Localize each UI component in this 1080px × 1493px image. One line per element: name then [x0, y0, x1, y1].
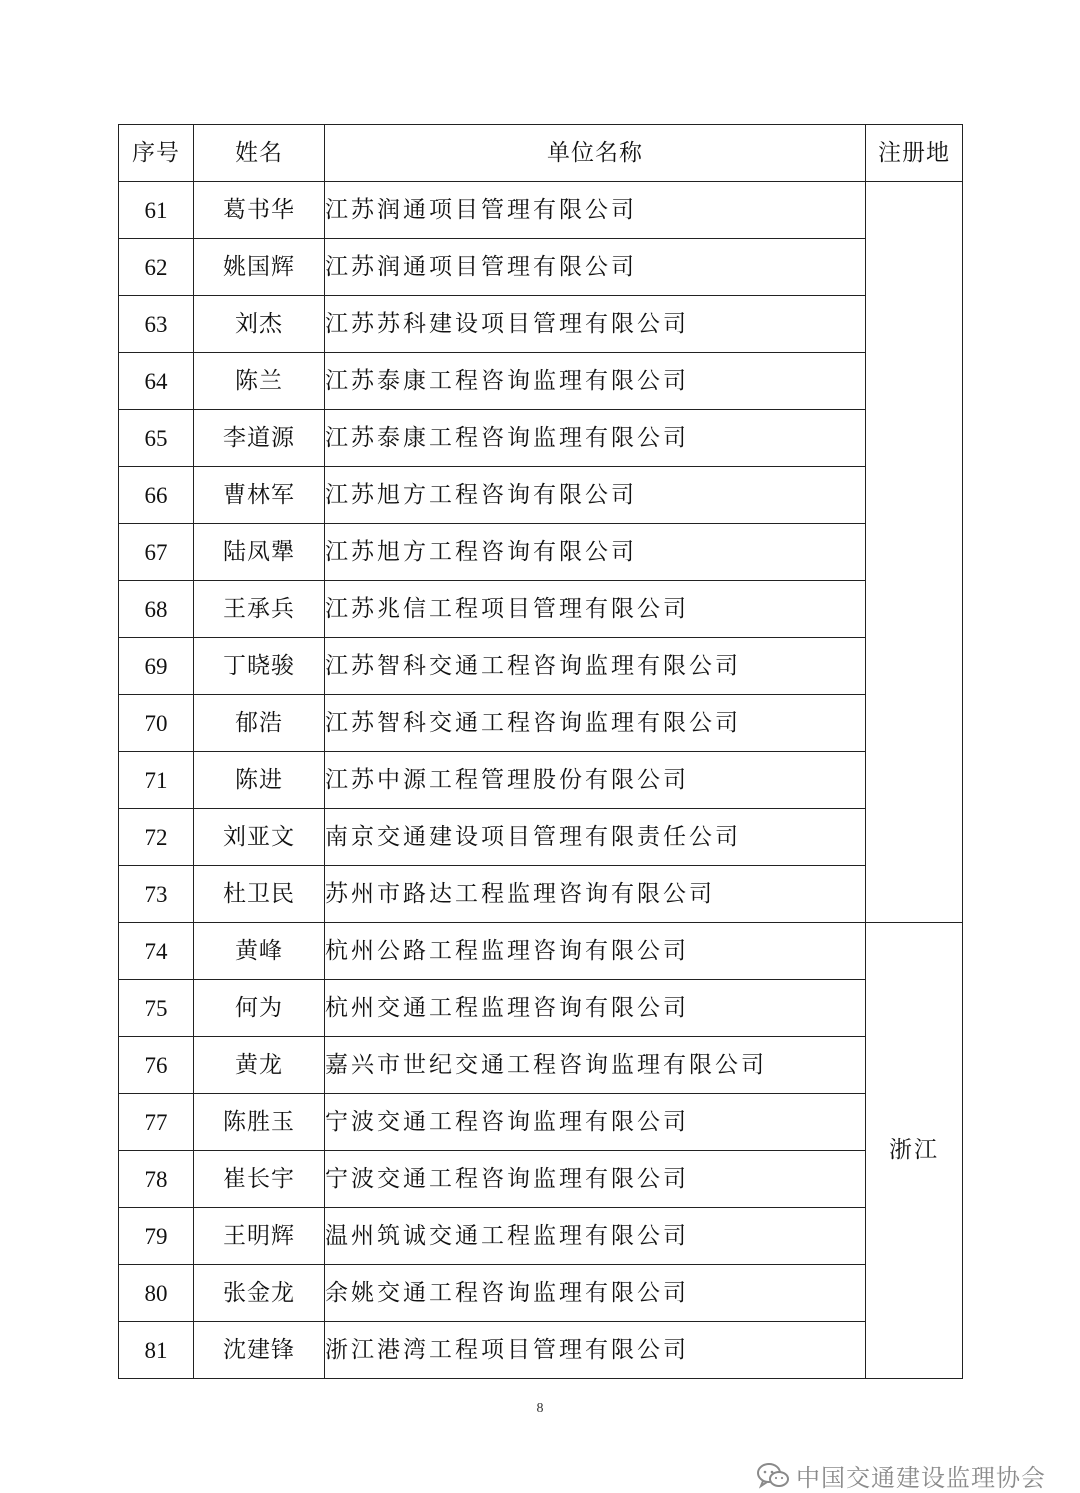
cell-name: 陈进 [194, 752, 325, 809]
cell-unit: 温州筑诚交通工程监理有限公司 [325, 1208, 866, 1265]
cell-name: 王明辉 [194, 1208, 325, 1265]
cell-unit: 江苏苏科建设项目管理有限公司 [325, 296, 866, 353]
cell-no: 77 [119, 1094, 194, 1151]
table-header-row [119, 125, 963, 182]
cell-no: 81 [119, 1322, 194, 1379]
cell-no: 61 [119, 182, 194, 239]
table-row [119, 923, 963, 980]
cell-no: 80 [119, 1265, 194, 1322]
cell-registration [866, 182, 963, 923]
table-row [119, 410, 963, 467]
table-row [119, 638, 963, 695]
cell-no: 67 [119, 524, 194, 581]
table-row [119, 524, 963, 581]
table-row [119, 353, 963, 410]
cell-name: 张金龙 [194, 1265, 325, 1322]
header-no: 序号 [119, 125, 194, 182]
table-row [119, 1037, 963, 1094]
cell-unit: 江苏泰康工程咨询监理有限公司 [325, 410, 866, 467]
cell-unit: 江苏润通项目管理有限公司 [325, 182, 866, 239]
cell-unit: 江苏智科交通工程咨询监理有限公司 [325, 695, 866, 752]
table-row [119, 752, 963, 809]
cell-name: 刘杰 [194, 296, 325, 353]
cell-unit: 杭州交通工程监理咨询有限公司 [325, 980, 866, 1037]
cell-unit: 江苏润通项目管理有限公司 [325, 239, 866, 296]
cell-no: 79 [119, 1208, 194, 1265]
table-row [119, 1322, 963, 1379]
wechat-icon [756, 1462, 790, 1490]
cell-name: 杜卫民 [194, 866, 325, 923]
table-row [119, 581, 963, 638]
cell-name: 黄峰 [194, 923, 325, 980]
cell-name: 陆凤犟 [194, 524, 325, 581]
cell-unit: 江苏兆信工程项目管理有限公司 [325, 581, 866, 638]
cell-unit: 南京交通建设项目管理有限责任公司 [325, 809, 866, 866]
cell-unit: 浙江港湾工程项目管理有限公司 [325, 1322, 866, 1379]
cell-no: 63 [119, 296, 194, 353]
cell-no: 69 [119, 638, 194, 695]
page-number: 8 [536, 1401, 544, 1416]
table-row [119, 296, 963, 353]
cell-no: 68 [119, 581, 194, 638]
table-row [119, 1094, 963, 1151]
cell-no: 76 [119, 1037, 194, 1094]
cell-no: 78 [119, 1151, 194, 1208]
cell-no: 75 [119, 980, 194, 1037]
table-row [119, 239, 963, 296]
cell-no: 64 [119, 353, 194, 410]
table-row [119, 809, 963, 866]
table-row [119, 1265, 963, 1322]
table-row [119, 1208, 963, 1265]
cell-name: 刘亚文 [194, 809, 325, 866]
cell-no: 71 [119, 752, 194, 809]
cell-unit: 杭州公路工程监理咨询有限公司 [325, 923, 866, 980]
table-row [119, 980, 963, 1037]
cell-name: 丁晓骏 [194, 638, 325, 695]
cell-unit: 宁波交通工程咨询监理有限公司 [325, 1094, 866, 1151]
header-registration: 注册地 [866, 125, 963, 182]
cell-name: 黄龙 [194, 1037, 325, 1094]
header-name: 姓名 [194, 125, 325, 182]
cell-no: 74 [119, 923, 194, 980]
cell-unit: 江苏智科交通工程咨询监理有限公司 [325, 638, 866, 695]
table-body [119, 182, 963, 1379]
cell-name: 王承兵 [194, 581, 325, 638]
cell-unit: 嘉兴市世纪交通工程咨询监理有限公司 [325, 1037, 866, 1094]
table-row [119, 866, 963, 923]
cell-unit: 苏州市路达工程监理咨询有限公司 [325, 866, 866, 923]
cell-name: 曹林军 [194, 467, 325, 524]
cell-unit: 江苏中源工程管理股份有限公司 [325, 752, 866, 809]
cell-name: 葛书华 [194, 182, 325, 239]
cell-name: 沈建锋 [194, 1322, 325, 1379]
cell-unit: 余姚交通工程咨询监理有限公司 [325, 1265, 866, 1322]
cell-name: 姚国辉 [194, 239, 325, 296]
roster-table [118, 124, 963, 1379]
cell-unit: 江苏旭方工程咨询有限公司 [325, 467, 866, 524]
cell-unit: 宁波交通工程咨询监理有限公司 [325, 1151, 866, 1208]
cell-no: 66 [119, 467, 194, 524]
cell-name: 陈胜玉 [194, 1094, 325, 1151]
cell-unit: 江苏泰康工程咨询监理有限公司 [325, 353, 866, 410]
cell-unit: 江苏旭方工程咨询有限公司 [325, 524, 866, 581]
cell-no: 62 [119, 239, 194, 296]
watermark [756, 1458, 1046, 1493]
watermark-text: 中国交通建设监理协会 [796, 1464, 1046, 1492]
cell-name: 崔长宇 [194, 1151, 325, 1208]
table-row [119, 467, 963, 524]
cell-no: 73 [119, 866, 194, 923]
cell-name: 李道源 [194, 410, 325, 467]
cell-name: 陈兰 [194, 353, 325, 410]
header-unit: 单位名称 [325, 125, 866, 182]
table-row [119, 182, 963, 239]
cell-no: 70 [119, 695, 194, 752]
table-row [119, 695, 963, 752]
cell-name: 何为 [194, 980, 325, 1037]
cell-registration: 浙江 [866, 923, 963, 1379]
table-row [119, 1151, 963, 1208]
cell-no: 72 [119, 809, 194, 866]
cell-name: 郁浩 [194, 695, 325, 752]
cell-no: 65 [119, 410, 194, 467]
